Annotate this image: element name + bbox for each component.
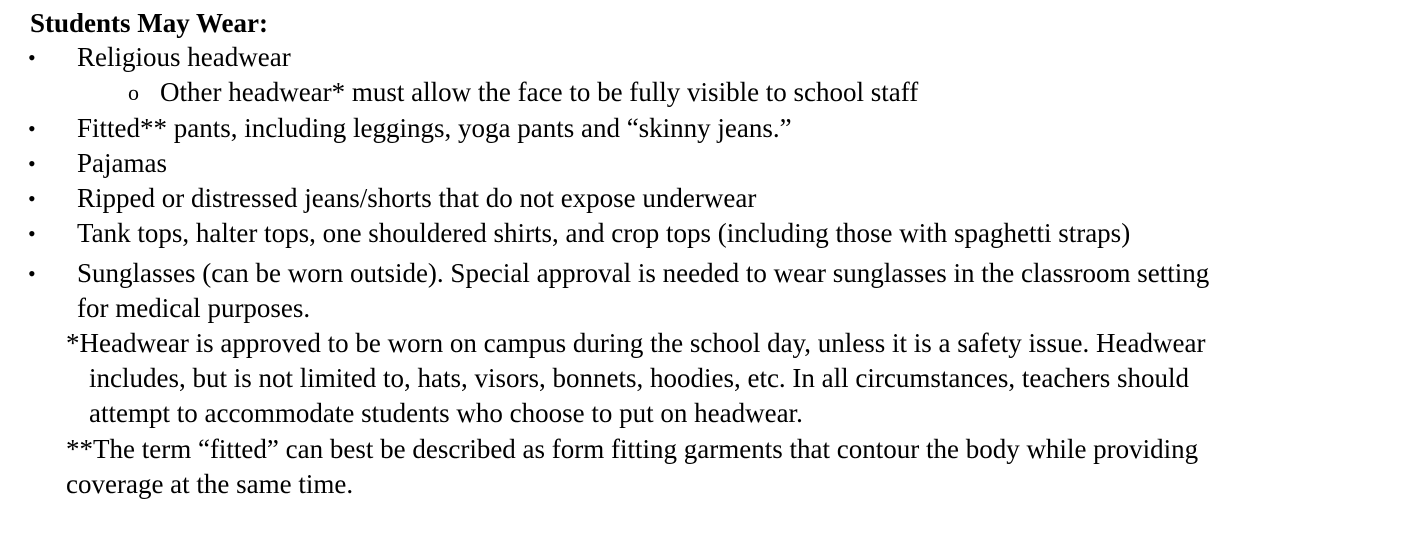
- bullet-icon: •: [28, 186, 36, 211]
- list-item-text: Religious headwear: [77, 42, 291, 72]
- list-item-text-line: Sunglasses (can be worn outside). Special approval is needed to wear sunglasses in the classroom setting: [77, 258, 1210, 288]
- section-heading: Students May Wear:: [30, 8, 269, 38]
- list-item-text: Tank tops, halter tops, one shouldered shirts, and crop tops (including those with spaghetti straps): [77, 218, 1131, 248]
- bullet-icon: •: [28, 45, 36, 70]
- footnote-headwear: [66, 326, 1366, 431]
- footnote-line: **The term “fitted” can best be described as form fitting garments that contour the body while providing: [66, 434, 1199, 464]
- bullet-icon: •: [28, 261, 36, 286]
- list-item-text: Pajamas: [77, 148, 167, 178]
- bullet-icon: •: [28, 151, 36, 176]
- footnote-line: *Headwear is approved to be worn on campus during the school day, unless it is a safety issue. Headwear: [66, 328, 1206, 358]
- bullet-icon: •: [28, 221, 36, 246]
- footnote-line: coverage at the same time.: [66, 469, 354, 499]
- bullet-icon: •: [28, 116, 36, 141]
- footnote-line: includes, but is not limited to, hats, visors, bonnets, hoodies, etc. In all circumstances, teachers should: [89, 363, 1190, 393]
- list-item-text-line: for medical purposes.: [77, 293, 311, 323]
- list-item-text: Fitted** pants, including leggings, yoga pants and “skinny jeans.”: [77, 113, 792, 143]
- sub-bullet-icon: o: [128, 80, 139, 105]
- list-item-text: [77, 256, 1377, 326]
- footnote-line: attempt to accommodate students who choose to put on headwear.: [89, 398, 803, 428]
- footnote-fitted: [66, 432, 1366, 502]
- sub-list-item-text: Other headwear* must allow the face to be fully visible to school staff: [160, 77, 919, 107]
- list-item-text: Ripped or distressed jeans/shorts that do not expose underwear: [77, 183, 757, 213]
